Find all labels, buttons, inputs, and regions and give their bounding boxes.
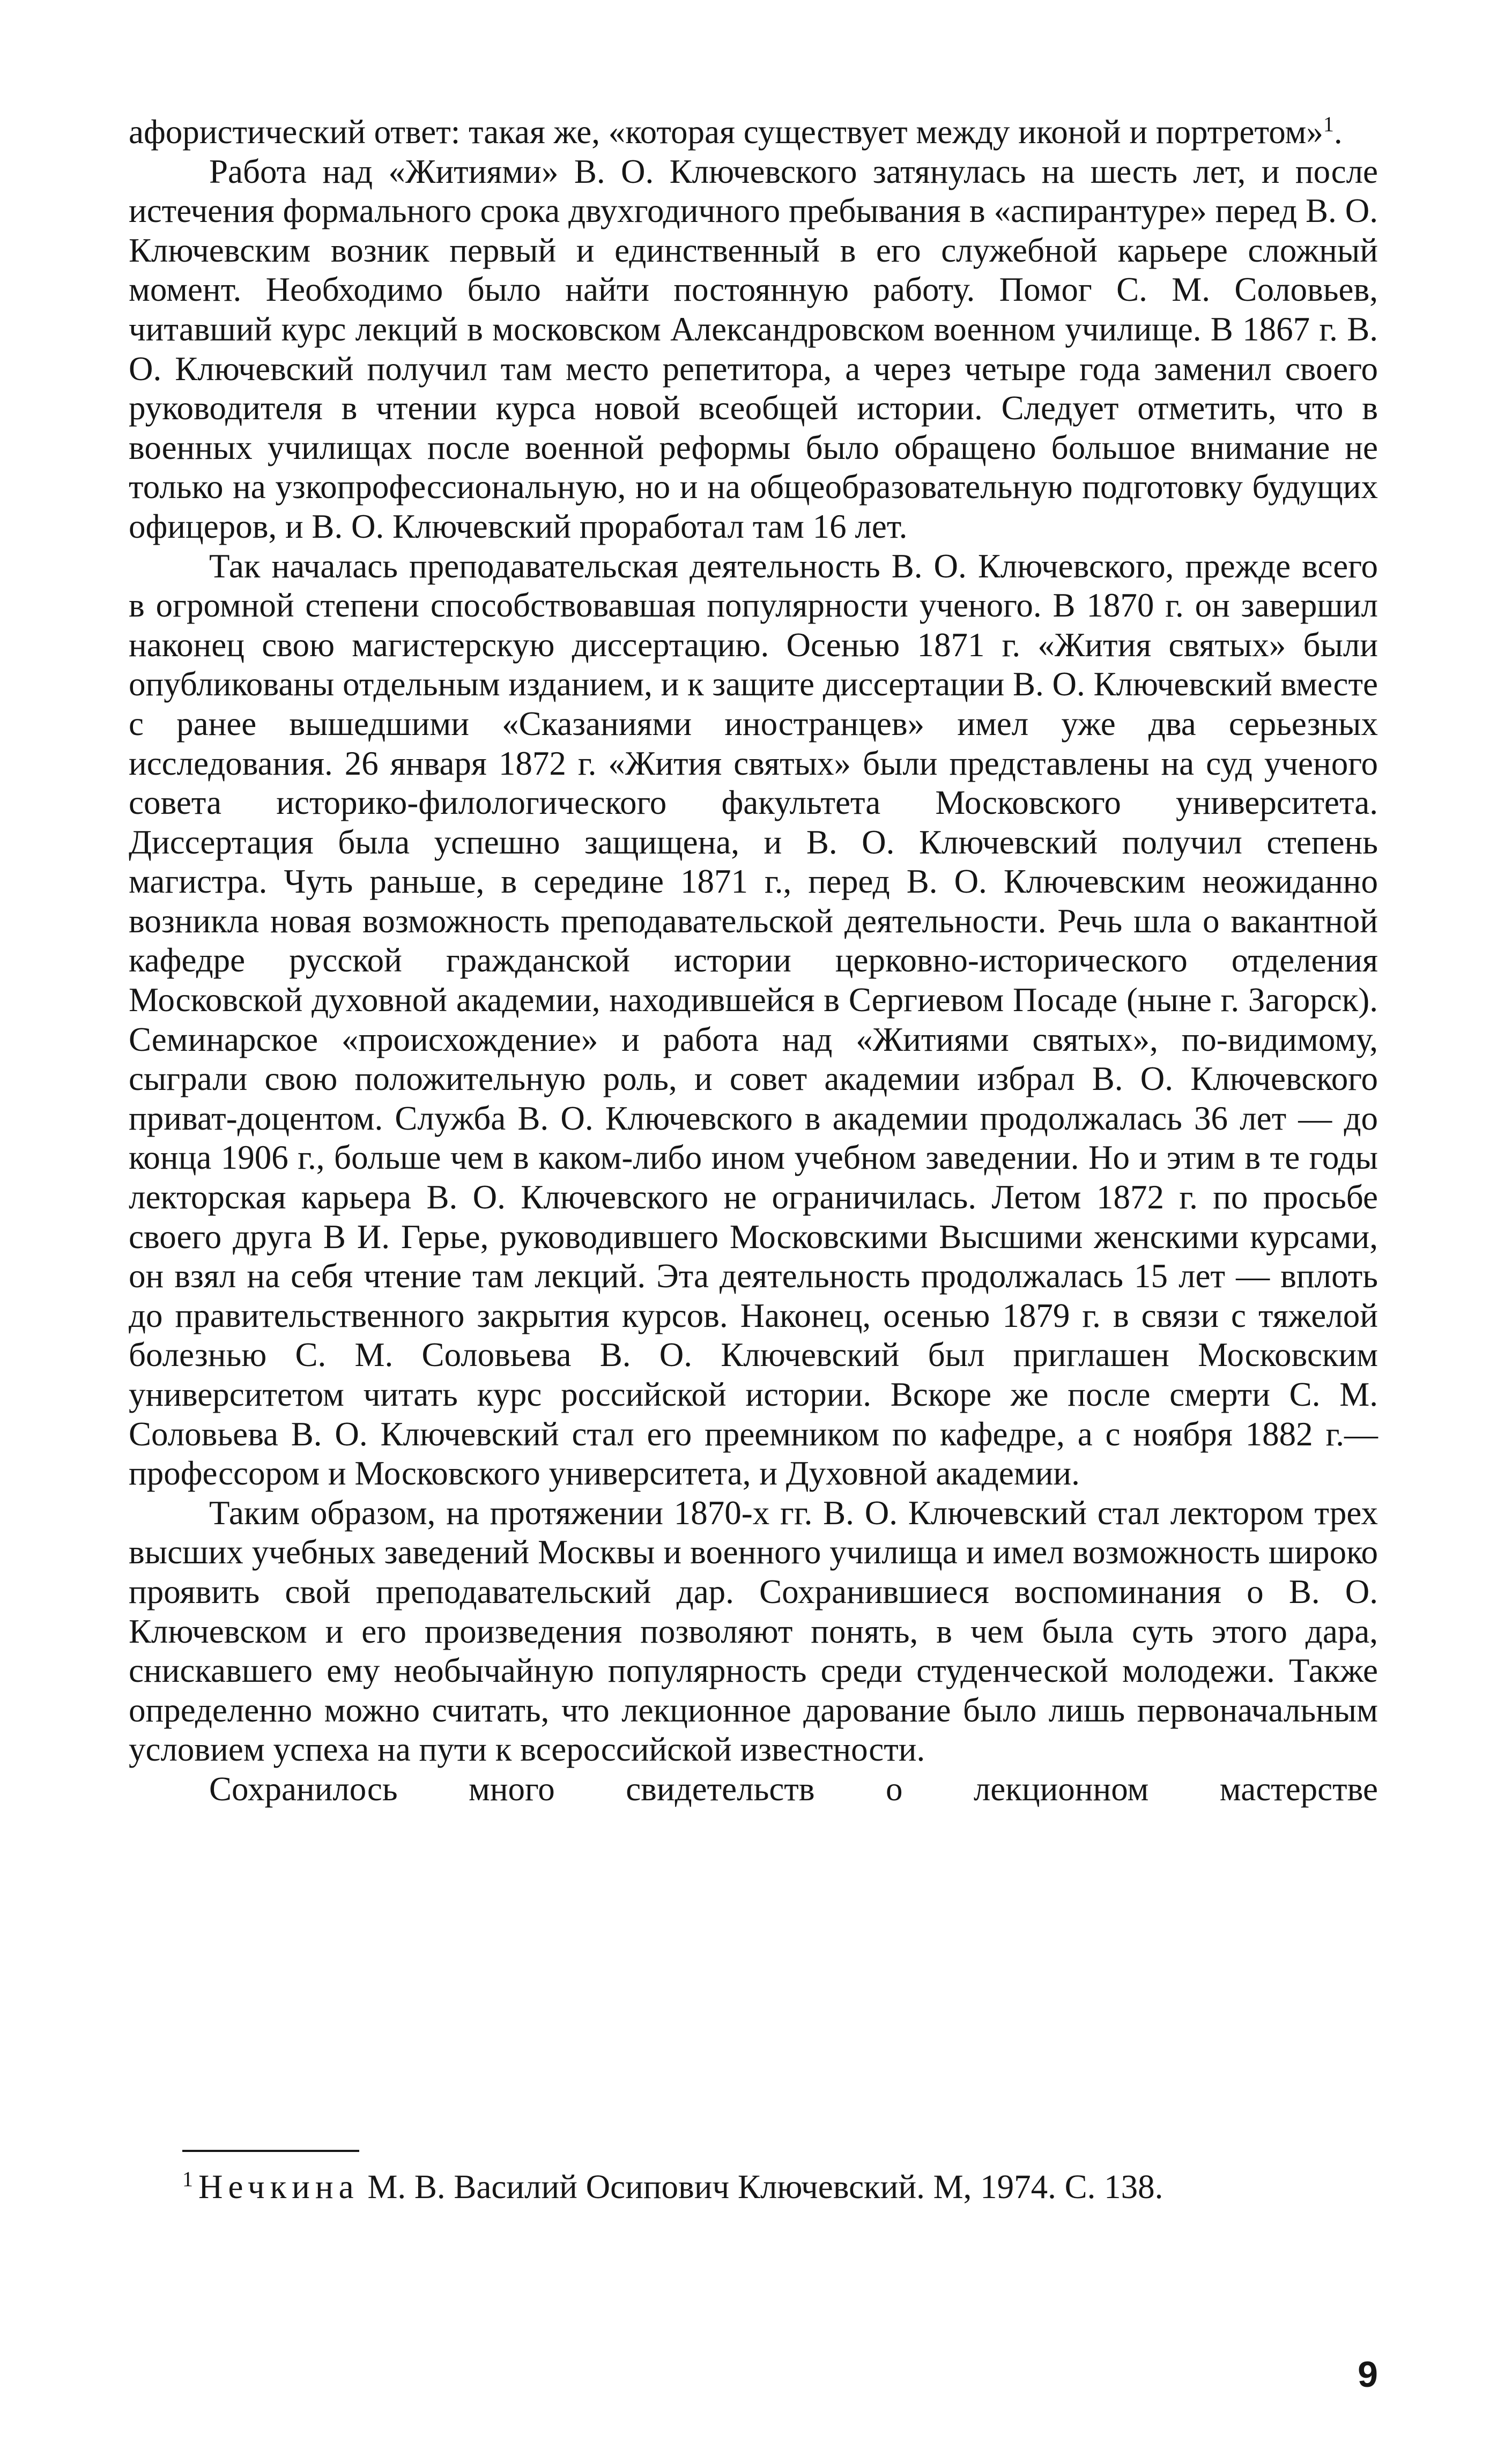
paragraph-3: Так началась преподавательская деятельность В. О. Ключевского, прежде всего в огромной степени способствовавшая популярности ученого. В 1870 г. он завершил наконец свою магистерскую диссертацию. Осенью 1871 г. «Жития святых» были опубликованы отдельным изданием, и к защите диссертации В. О. Ключевский вместе с ранее вышедшими «Сказаниями иностранцев» имел уже два серьезных исследования. 26 января 1872 г. «Жития святых» были представлены на суд ученого совета историко-филологического факультета Московского университета. Диссертация была успешно защищена, и В. О. Ключевский получил степень магистра. Чуть раньше, в середине 1871 г., перед В. О. Ключевским неожиданно возникла новая возможность преподавательской деятельности. Речь шла о вакантной кафедре русской гражданской истории церковно-исторического отделения Московской духовной академии, находившейся в Сергиевом Посаде (ныне г. Загорск). Семинарское «происхождение» и работа над «Житиями святых», по-видимому, сыграли свою положительную роль, и совет академии избрал В. О. Ключевского приват-доцентом. Служба В. О. Ключевского в академии продолжалась 36 лет — до конца 1906 г., больше чем в каком-либо ином учебном заведении. Но и этим в те годы лекторская карьера В. О. Ключевского не ограничилась. Летом 1872 г. по просьбе своего друга В И. Герье, руководившего Московскими Высшими женскими курсами, он взял на себя чтение там лекций. Эта деятельность продолжалась 15 лет — вплоть до правительственного закрытия курсов. Наконец, осенью 1879 г. в связи с тяжелой болезнью С. М. Соловьева В. О. Ключевский был приглашен Московским университетом читать курс российской истории. Вскоре же после смерти С. М. Соловьева В. О. Ключевский стал его преемником по кафедре, а с ноября 1882 г.— профессором и Московского университета, и Духовной академии. [129, 547, 1378, 1493]
footnote [129, 2166, 1378, 2208]
footnote-reference: 1 [1323, 112, 1334, 136]
paragraph-5: Сохранилось много свидетельств о лекционном мастерстве [209, 1770, 1378, 1808]
paragraph-1-end: . [1333, 113, 1343, 151]
paragraph-4: Таким образом, на протяжении 1870-х гг. В. О. Ключевский стал лектором трех высших учебных заведений Москвы и военного училища и имел возможность широко проявить свой преподавательский дар. Сохранившиеся воспоминания о В. О. Ключевском и его произведения позволяют понять, в чем была суть этого дара, снискавшего ему необычайную популярность среди студенческой молодежи. Также определенно можно считать, что лекционное дарование было лишь первоначальным условием успеха на пути к всероссийской известности. [129, 1494, 1378, 1769]
paragraph-1-text: афористический ответ: такая же, «которая существует между иконой и портретом» [129, 113, 1323, 151]
paragraph-1 [129, 113, 1378, 152]
footnote-mark: 1 [182, 2167, 193, 2191]
page-body [129, 113, 1378, 1809]
footnote-author: Нечкина [198, 2168, 359, 2206]
page-number: 9 [1358, 2354, 1378, 2395]
paragraph-2: Работа над «Житиями» В. О. Ключевского затянулась на шесть лет, и после истечения формального срока двухгодичного пребывания в «аспирантуре» перед В. О. Ключевским возник первый и единственный в его служебной карьере сложный момент. Необходимо было найти постоянную работу. Помог С. М. Соловьев, читавший курс лекций в московском Александровском военном училище. В 1867 г. В. О. Ключевский получил там место репетитора, а через четыре года заменил своего руководителя в чтении курса новой всеобщей истории. Следует отметить, что в военных училищах после военной реформы было обращено большое внимание не только на узкопрофессиональную, но и на общеобразовательную подготовку будущих офицеров, и В. О. Ключевский проработал там 16 лет. [129, 152, 1378, 545]
footnote-divider [182, 2150, 359, 2152]
footnote-text: М. В. Василий Осипович Ключевский. М, 1974. С. 138. [359, 2168, 1163, 2206]
